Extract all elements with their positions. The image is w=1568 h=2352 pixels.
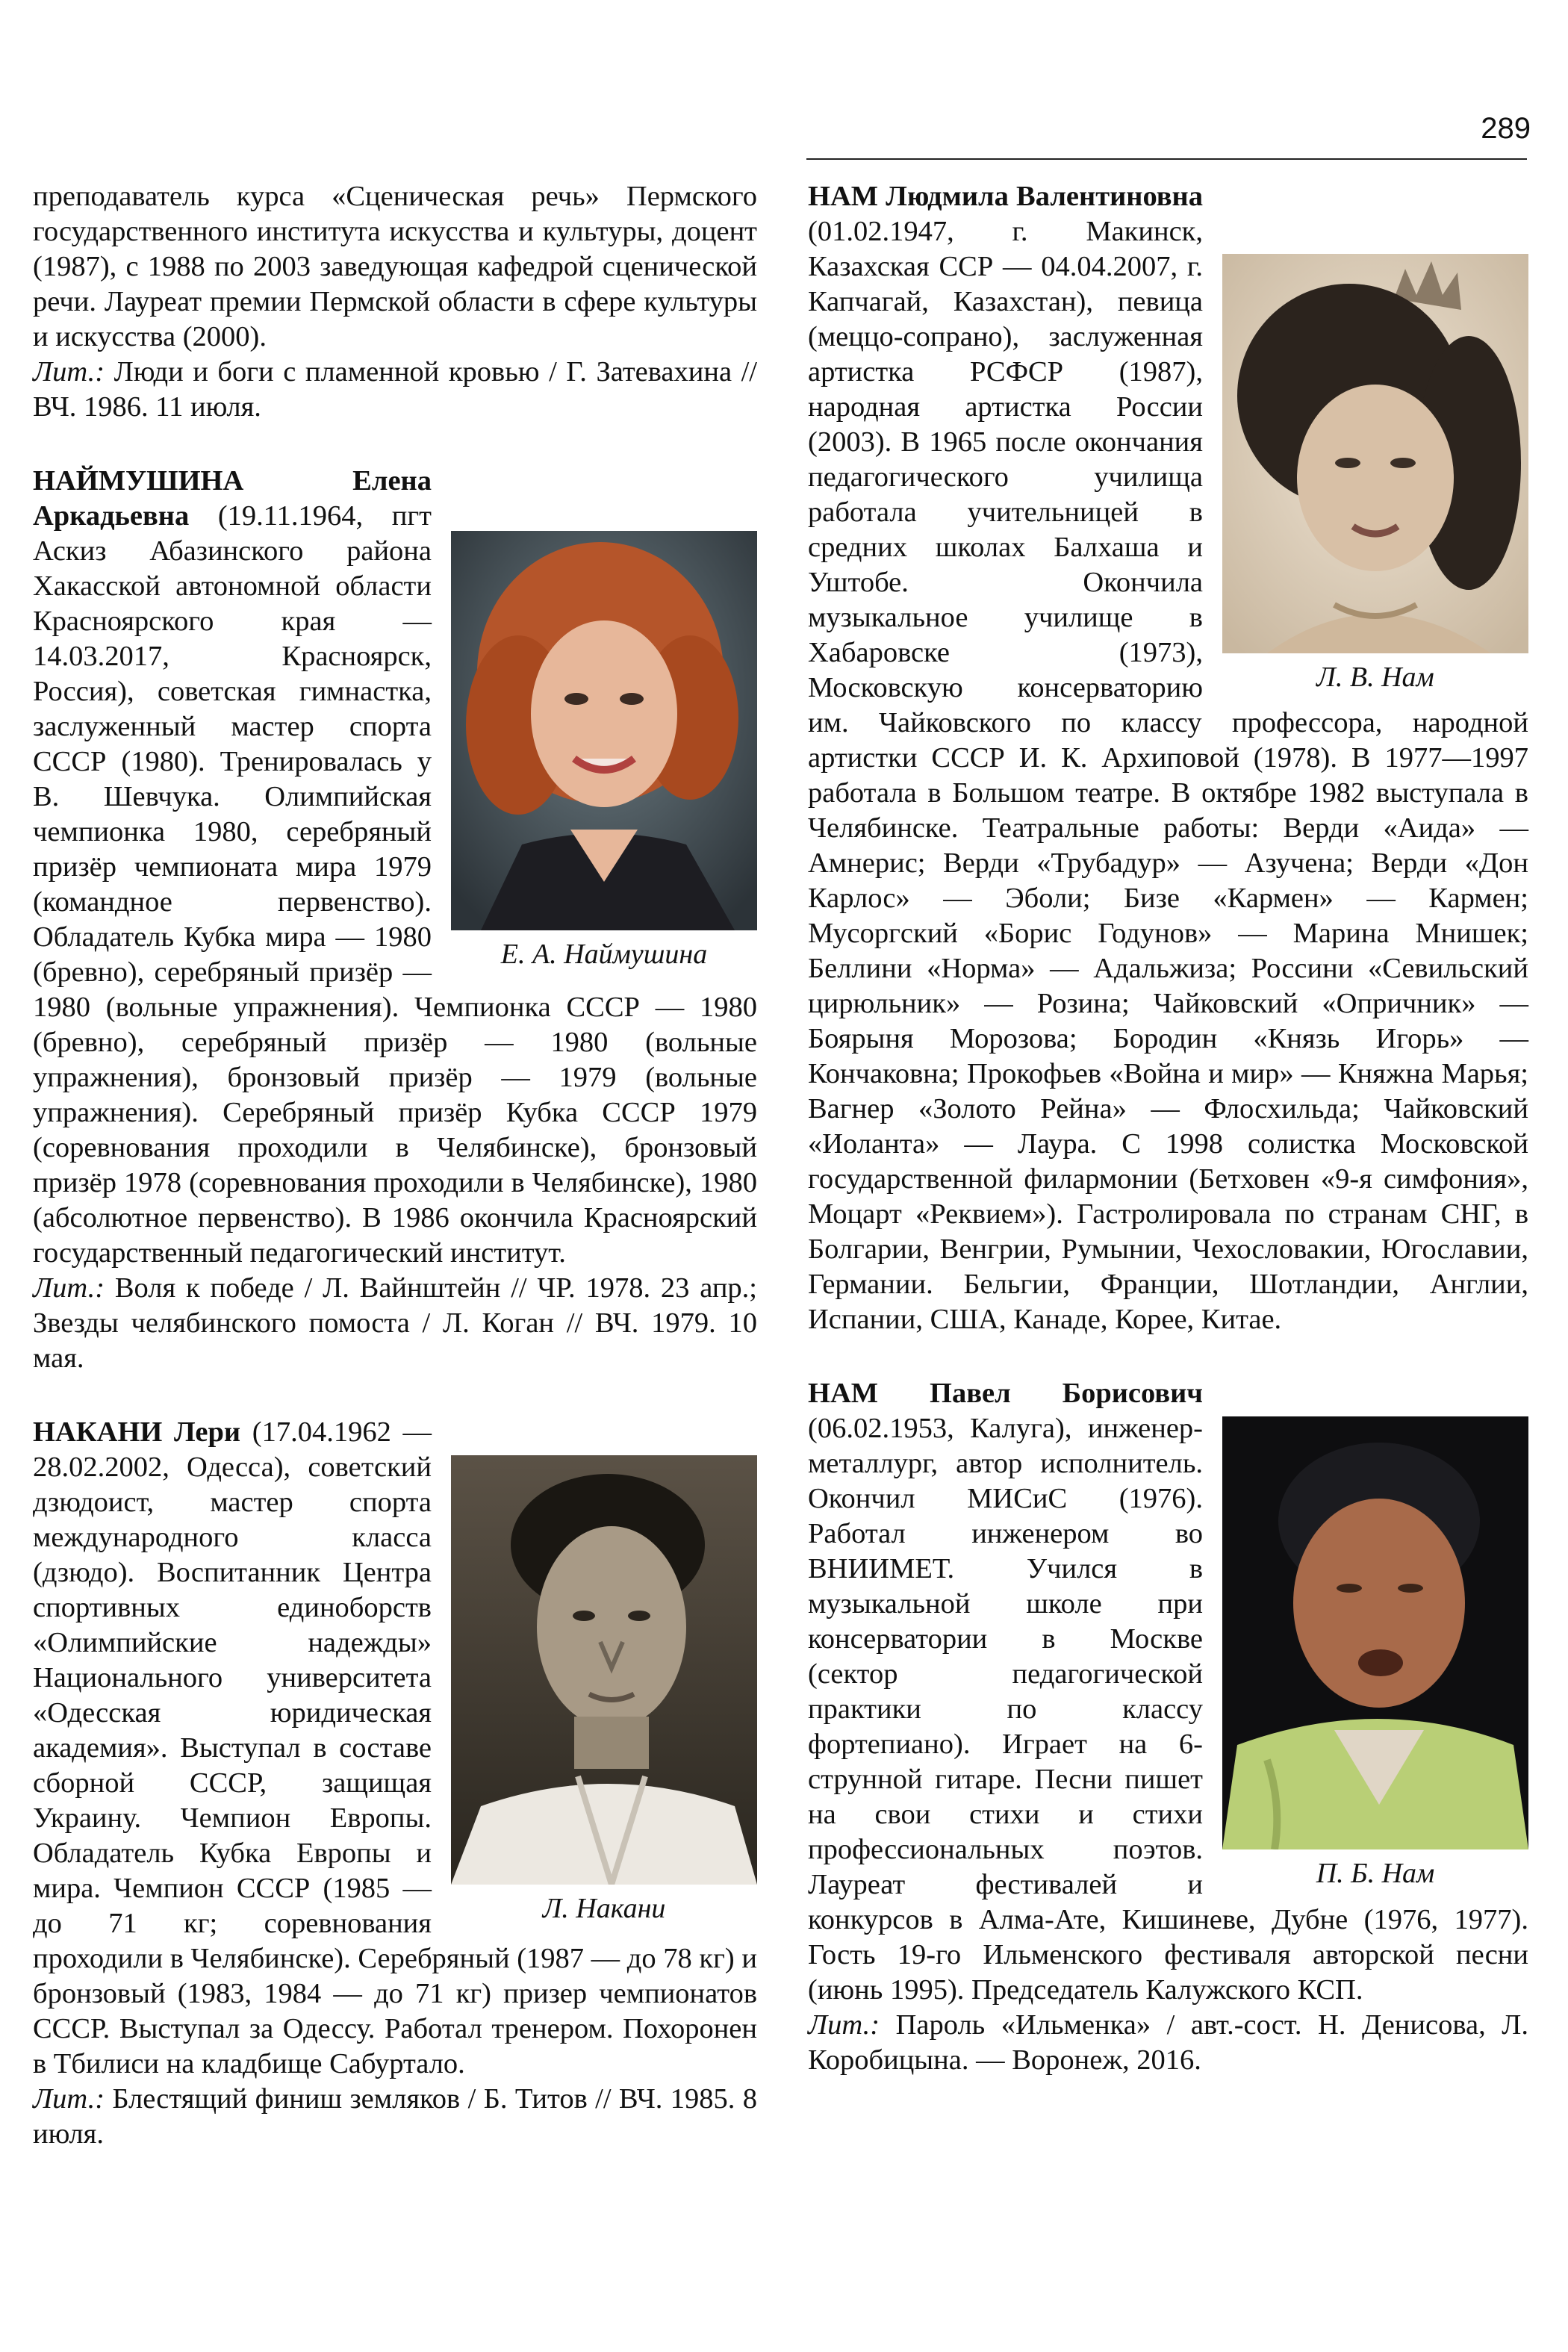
figure-nam-pavel <box>1222 1416 1528 1891</box>
entry-nam-lyudmila <box>808 179 1528 1337</box>
lit-text: Люди и боги с пламенной кровью / Г. Затевахина // ВЧ. 1986. 11 июля. <box>33 356 757 423</box>
lit-text: Блестящий финиш земляков / Б. Титов // ВЧ. 1985. 8 июля. <box>33 2083 757 2150</box>
lit-label: Лит.: <box>33 2083 105 2115</box>
heading-nam-pavel: НАМ Павел Борисович <box>808 1378 1203 1409</box>
portrait-nam-pavel <box>1222 1416 1528 1849</box>
continuation-text <box>33 179 757 425</box>
body-nam-lyudmila: (01.02.1947, г. Макинск, Казахская ССР — 04.04.2007, г. Капчагай, Казахстан), певица (меццо-сопрано), заслуженная артистка РСФСР (1987), народная артистка России (2003). В 1965 после окончания педагогического училища работала учительницей в средних школах Балхаша и Уштобе. Окончила музыкальное училище в Хабаровске (1973), Московскую консерваторию им. Чайковского по классу профессора, народной артистки СССР И. К. Архиповой (1978). В 1977—1997 работала в Большом театре. В октябре 1982 выступала в Челябинске. Театральные работы: Верди «Аида» — Амнерис; Верди «Трубадур» — Азучена; Верди «Дон Карлос» — Эболи; Бизе «Кармен» — Кармен; Мусоргский «Борис Годунов» — Марина Мнишек; Беллини «Норма» — Адальжиза; Россини «Севильский цирюльник» — Розина; Чайковский «Опричник» — Боярыня Морозова; Бородин «Князь Игорь» — Кончаковна; Прокофьев «Война и мир» — Княжна Марья; Вагнер «Золото Рейна» — Флосхильда; Чайковский «Иоланта» — Лаура. С 1998 солистка Московской государственной филармонии (Бетховен «9-я симфония», Моцарт «Реквием»). Гастролировала по странам СНГ, в Болгарии, Венгрии, Румынии, Чехословакии, Югославии, Германии. Бельгии, Франции, Шотландии, Англии, Испании, США, Канаде, Корее, Китае. <box>808 216 1528 1335</box>
heading-nakani: НАКАНИ Лери <box>33 1416 241 1448</box>
lit-label: Лит.: <box>33 1272 105 1304</box>
body-nakani: (17.04.1962 — 28.02.2002, Одесса), советский дзюдоист, мастер спорта международного класса (дзюдо). Воспитанник Центра спортивных единоборств «Олимпийские надежды» Национального университета «Одесская юридическая академия». Выступал в составе сборной СССР, защищая Украину. Чемпион Европы. Обладатель Кубка Европы и мира. Чемпион СССР (1985 — до 71 кг; соревнования проходили в Челябинске). Серебряный (1987 — до 78 кг) и бронзовый (1983, 1984 — до 71 кг) призер чемпионатов СССР. Выступал за Одессу. Работал тренером. Похоронен в Тбилиси на кладбище Сабуртало. <box>33 1416 757 2079</box>
portrait-image <box>451 531 757 930</box>
heading-nam-lyudmila: НАМ Людмила Валентиновна <box>808 181 1203 212</box>
portrait-image <box>1222 254 1528 653</box>
figure-nam-lyudmila <box>1222 254 1528 695</box>
lit-label: Лит.: <box>808 2009 880 2041</box>
continuation-body: преподаватель курса «Сценическая речь» Пермского государственного института искусства и культуры, доцент (1987), с 1988 по 2003 заведующая кафедрой сценической речи. Лауреат премии Пермской области в сфере культуры и искусства (2000). <box>33 181 757 352</box>
portrait-image <box>1222 1416 1528 1849</box>
page-number: 289 <box>1481 112 1531 145</box>
caption-nakani: Л. Накани <box>542 1893 666 1924</box>
caption-nam-lyudmila: Л. В. Нам <box>1316 662 1434 693</box>
figure-nakani <box>451 1455 757 1926</box>
lit-text: Воля к победе / Л. Вайнштейн // ЧР. 1978. 23 апр.; Звезды челябинского помоста / Л. Коган // ВЧ. 1979. 10 мая. <box>33 1272 757 1374</box>
lit-text: Пароль «Ильменка» / авт.-сост. Н. Денисова, Л. Коробицына. — Воронеж, 2016. <box>808 2009 1528 2076</box>
portrait-image <box>451 1455 757 1885</box>
header-rule <box>806 158 1527 160</box>
continuation-entry <box>33 179 757 425</box>
body-naimushina: (19.11.1964, пгт Аскиз Абазинского района Хакасской автономной области Красноярского края — 14.03.2017, Красноярск, Россия), советская гимнастка, заслуженный мастер спорта СССР (1980). Тренировалась у В. Шевчука. Олимпийская чемпионка 1980, серебряный призёр чемпионата мира 1979 (командное первенство). Обладатель Кубка мира — 1980 (бревно), серебряный призёр — 1980 (вольные упражнения). Чемпионка СССР — 1980 (бревно), серебряный призёр — 1980 (вольные упражнения), бронзовый призёр — 1979 (вольные упражнения). Серебряный призёр Кубка СССР 1979 (соревнования проходили в Челябинске), бронзовый призёр 1978 (соревнования проходили в Челябинске), 1980 (абсолютное первенство). В 1986 окончила Красноярский государственный педагогический институт. <box>33 500 757 1269</box>
right-column <box>808 179 1528 2117</box>
figure-naimushina <box>451 531 757 972</box>
lit-label: Лит.: <box>33 356 105 388</box>
portrait-nakani <box>451 1455 757 1885</box>
heading-naimushina: НАЙМУШИНА Елена Аркадьевна <box>33 465 432 532</box>
caption-nam-pavel: П. Б. Нам <box>1316 1858 1435 1889</box>
body-nam-pavel: (06.02.1953, Калуга), инженер-металлург, автор исполнитель. Окончил МИСиС (1976). Работал инженером во ВНИИМЕТ. Учился в музыкальной школе при консерватории в Москве (сектор педагогической практики по классу фортепиано). Играет на 6-струнной гитаре. Песни пишет на свои стихи и стихи профессиональных поэтов. Лауреат фестивалей и конкурсов в Алма-Ате, Кишиневе, Дубне (1976, 1977). Гость 19-го Ильменского фестиваля авторской песни (июнь 1995). Председатель Калужского КСП. <box>808 1413 1528 2006</box>
entry-naimushina <box>33 464 757 1376</box>
entry-nakani <box>33 1415 757 2152</box>
caption-naimushina: Е. А. Наймушина <box>500 939 708 970</box>
portrait-nam-lyudmila <box>1222 254 1528 653</box>
left-column <box>33 179 757 2191</box>
portrait-naimushina <box>451 531 757 930</box>
entry-nam-pavel <box>808 1376 1528 2078</box>
